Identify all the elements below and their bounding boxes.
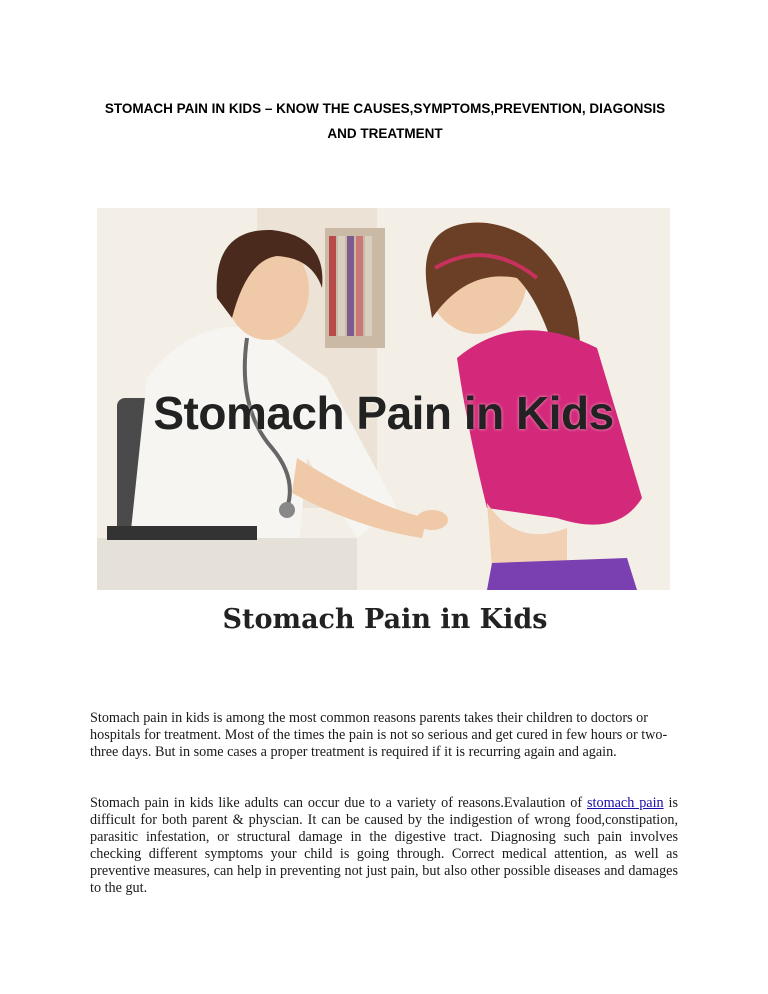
stomach-pain-link[interactable]: stomach pain	[587, 795, 664, 811]
image-caption: Stomach Pain in Kids	[153, 387, 614, 439]
paragraph-text-after-link: is difficult for both parent & physcian. It can be caused by the indigestion of wrong food,constipation, parasitic infestation, or structural damage in the digestive tract. Diagnosing such pain involves checking different symptoms your child is going through. Correct medical attention, as well as preventive measures, can help in preventing not just pain, but also other possible diseases and damages to the gut.	[90, 795, 678, 896]
paragraph-text-before-link: Stomach pain in kids like adults can occur due to a variety of reasons.Evalaution of	[90, 795, 588, 811]
paragraph-intro: Stomach pain in kids is among the most common reasons parents takes their children to doctors or hospitals for treatment. Most of the times the pain is not so serious and get cured in few hours or two-three days. But in some cases a proper treatment is required if it is recurring again and again.	[90, 710, 668, 760]
paragraph-causes	[90, 795, 678, 897]
page-heading: Stomach Pain in Kids	[222, 604, 548, 635]
document-title: STOMACH PAIN IN KIDS – KNOW THE CAUSES,SYMPTOMS,PREVENTION, DIAGONSIS AND TREATMENT	[104, 101, 666, 141]
hero-image	[97, 208, 670, 590]
